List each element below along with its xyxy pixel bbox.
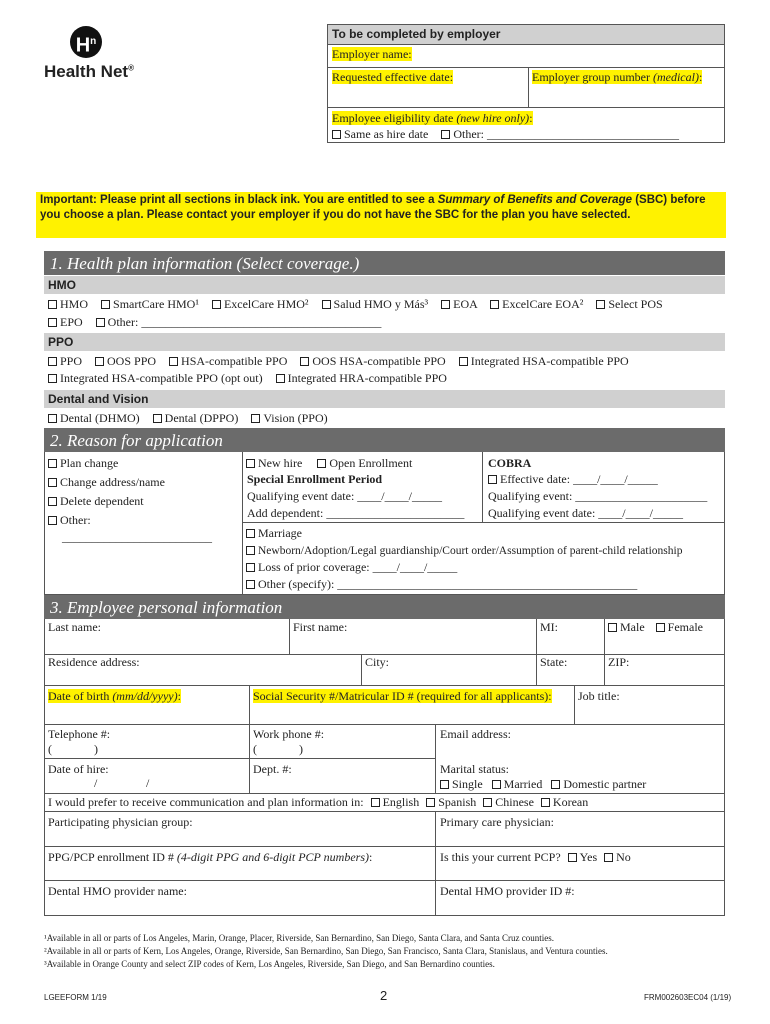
cobra-event-date[interactable]: Qualifying event date: ____/____/_____ <box>488 506 683 520</box>
ppg-enrollment-field[interactable]: PPG/PCP enrollment ID # (4-digit PPG and 6-digit PCP numbers): <box>48 850 373 864</box>
primary-care-field[interactable]: Primary care physician: <box>440 815 554 829</box>
telephone-field[interactable]: Telephone #: <box>48 727 111 741</box>
integrated-hsa-opt-out-checkbox[interactable] <box>48 374 57 383</box>
eligibility-date-label: Employee eligibility date (new hire only): <box>332 111 533 125</box>
excelcare-hmo-checkbox[interactable] <box>212 300 221 309</box>
cobra-event[interactable]: Qualifying event: ______________________ <box>488 489 708 503</box>
integrated-hsa-ppo-checkbox[interactable] <box>459 357 468 366</box>
section2-title: 2. Reason for application <box>44 428 725 452</box>
date-of-birth-field[interactable]: Date of birth (mm/dd/yyyy): <box>48 689 181 703</box>
ppo-row-1: PPO OOS PPO HSA-compatible PPO OOS HSA-compatible PPO Integrated HSA-compatible PPO <box>48 354 629 369</box>
change-address-checkbox[interactable] <box>48 478 57 487</box>
employer-name-field[interactable]: Employer name: <box>332 47 412 61</box>
domestic-partner-checkbox[interactable] <box>551 780 560 789</box>
hmo-other-checkbox[interactable] <box>96 318 105 327</box>
eligibility-other-checkbox[interactable] <box>441 130 450 139</box>
footnote-3: ³Available in Orange County and select ZIP codes of Kern, Los Angeles, Riverside, San Diego, and San Bernardino counties. <box>44 959 495 969</box>
marriage-checkbox[interactable] <box>246 529 255 538</box>
language-preference-row: I would prefer to receive communication and plan information in: English Spanish Chinese Korean <box>48 795 589 809</box>
single-checkbox[interactable] <box>440 780 449 789</box>
form-id: LGEEFORM 1/19 <box>44 993 107 1002</box>
work-phone-paren-close: ) <box>299 742 303 756</box>
hmo-header: HMO <box>44 276 725 294</box>
page-number: 2 <box>380 988 388 1003</box>
logo-name: Health Net® <box>44 62 134 81</box>
logo-mark: $H^n$ <box>70 26 102 58</box>
dental-provider-field[interactable]: Dental HMO provider name: <box>48 884 187 898</box>
pcp-yes-checkbox[interactable] <box>568 853 577 862</box>
hmo-row-2: EPO Other: ________________________________________ <box>48 315 381 330</box>
other-specify-checkbox[interactable] <box>246 580 255 589</box>
last-name-field[interactable]: Last name: <box>48 620 101 634</box>
section1-title: 1. Health plan information (Select coverage.) <box>44 251 725 275</box>
ppo-row-2: Integrated HSA-compatible PPO (opt out) Integrated HRA-compatible PPO <box>48 371 447 386</box>
telephone-paren-open: ( <box>48 742 52 756</box>
female-checkbox[interactable] <box>656 623 665 632</box>
footnote-2: ²Available in all or parts of Kern, Los Angeles, Orange, Riverside, San Bernardino, San Diego, San Francisco, Santa Clara, Stanislaus, and Ventura counties. <box>44 946 608 956</box>
state-field[interactable]: State: <box>540 655 568 669</box>
dental-row: Dental (DHMO) Dental (DPPO) Vision (PPO) <box>48 411 328 426</box>
integrated-hra-ppo-checkbox[interactable] <box>276 374 285 383</box>
dept-field[interactable]: Dept. #: <box>253 762 292 776</box>
select-pos-checkbox[interactable] <box>596 300 605 309</box>
email-field[interactable]: Email address: <box>440 727 511 741</box>
marital-status-label: Marital status: <box>440 762 509 776</box>
open-enrollment-checkbox[interactable] <box>317 459 326 468</box>
telephone-paren-close: ) <box>94 742 98 756</box>
korean-checkbox[interactable] <box>541 798 550 807</box>
married-checkbox[interactable] <box>492 780 501 789</box>
hmo-row-1: HMO SmartCare HMO¹ ExcelCare HMO² Salud HMO y Más³ EOA ExcelCare EOA² Select POS <box>48 297 663 312</box>
employer-box-heading: To be completed by employer <box>328 25 724 44</box>
ssn-field[interactable]: Social Security #/Matricular ID # (required for all applicants): <box>253 689 552 703</box>
spanish-checkbox[interactable] <box>426 798 435 807</box>
newborn-checkbox[interactable] <box>246 546 255 555</box>
cobra-heading: COBRA <box>488 456 532 470</box>
date-of-hire-field[interactable]: Date of hire: <box>48 762 109 776</box>
employer-box: To be completed by employer Employer name: Requested effective date: Employer group number (medical): Employee eligibility date (new hire only): Same as hire date Other: ________________________________ <box>327 24 725 143</box>
vision-ppo-checkbox[interactable] <box>251 414 260 423</box>
important-notice: Important: Please print all sections in black ink. You are entitled to see a Summary of Benefits and Coverage (SBC) before you choose a plan. Please contact your employer if you do not have the SBC for the plan you have selected. <box>36 192 726 238</box>
residence-address-field[interactable]: Residence address: <box>48 655 140 669</box>
first-name-field[interactable]: First name: <box>293 620 348 634</box>
dental-dhmo-checkbox[interactable] <box>48 414 57 423</box>
hmo-checkbox[interactable] <box>48 300 57 309</box>
dental-vision-header: Dental and Vision <box>44 390 725 408</box>
male-checkbox[interactable] <box>608 623 617 632</box>
ppo-checkbox[interactable] <box>48 357 57 366</box>
section3-title: 3. Employee personal information <box>44 595 725 619</box>
special-enrollment-heading: Special Enrollment Period <box>247 472 383 486</box>
add-dependent-field[interactable]: Add dependent: _______________________ <box>247 506 465 520</box>
health-net-logo <box>44 26 144 86</box>
excelcare-eoa-checkbox[interactable] <box>490 300 499 309</box>
city-field[interactable]: City: <box>365 655 390 669</box>
hire-slash-2: / <box>146 776 150 790</box>
cobra-checkbox[interactable] <box>488 475 497 484</box>
group-number-field[interactable]: Employer group number (medical): <box>532 70 703 84</box>
hire-slash-1: / <box>94 776 98 790</box>
epo-checkbox[interactable] <box>48 318 57 327</box>
work-phone-paren-open: ( <box>253 742 257 756</box>
salud-hmo-checkbox[interactable] <box>322 300 331 309</box>
smartcare-hmo-checkbox[interactable] <box>101 300 110 309</box>
reason-other-line[interactable]: _________________________ <box>62 530 212 544</box>
new-hire-checkbox[interactable] <box>246 459 255 468</box>
zip-field[interactable]: ZIP: <box>608 655 630 669</box>
dental-dppo-checkbox[interactable] <box>153 414 162 423</box>
mi-field[interactable]: MI: <box>540 620 558 634</box>
job-title-field[interactable]: Job title: <box>578 689 620 703</box>
eoa-checkbox[interactable] <box>441 300 450 309</box>
work-phone-field[interactable]: Work phone #: <box>253 727 325 741</box>
participating-group-field[interactable]: Participating physician group: <box>48 815 193 829</box>
qualifying-event-date[interactable]: Qualifying event date: ____/____/_____ <box>247 489 442 503</box>
pcp-no-checkbox[interactable] <box>604 853 613 862</box>
ppo-header: PPO <box>44 333 725 351</box>
loss-coverage-checkbox[interactable] <box>246 563 255 572</box>
plan-change-checkbox[interactable] <box>48 459 57 468</box>
oos-ppo-checkbox[interactable] <box>95 357 104 366</box>
delete-dependent-checkbox[interactable] <box>48 497 57 506</box>
chinese-checkbox[interactable] <box>483 798 492 807</box>
english-checkbox[interactable] <box>371 798 380 807</box>
footnote-1: ¹Available in all or parts of Los Angeles, Marin, Orange, Placer, Riverside, San Bernardino, San Diego, Santa Clara, and Santa Cruz counties. <box>44 933 555 943</box>
same-as-hire-checkbox[interactable] <box>332 130 341 139</box>
form-code: FRM002603EC04 (1/19) <box>644 993 732 1002</box>
reason-other-checkbox[interactable] <box>48 516 57 525</box>
oos-hsa-ppo-checkbox[interactable] <box>300 357 309 366</box>
hsa-ppo-checkbox[interactable] <box>169 357 178 366</box>
requested-date-field[interactable]: Requested effective date: <box>332 70 454 84</box>
dental-provider-id-field[interactable]: Dental HMO provider ID #: <box>440 884 575 898</box>
